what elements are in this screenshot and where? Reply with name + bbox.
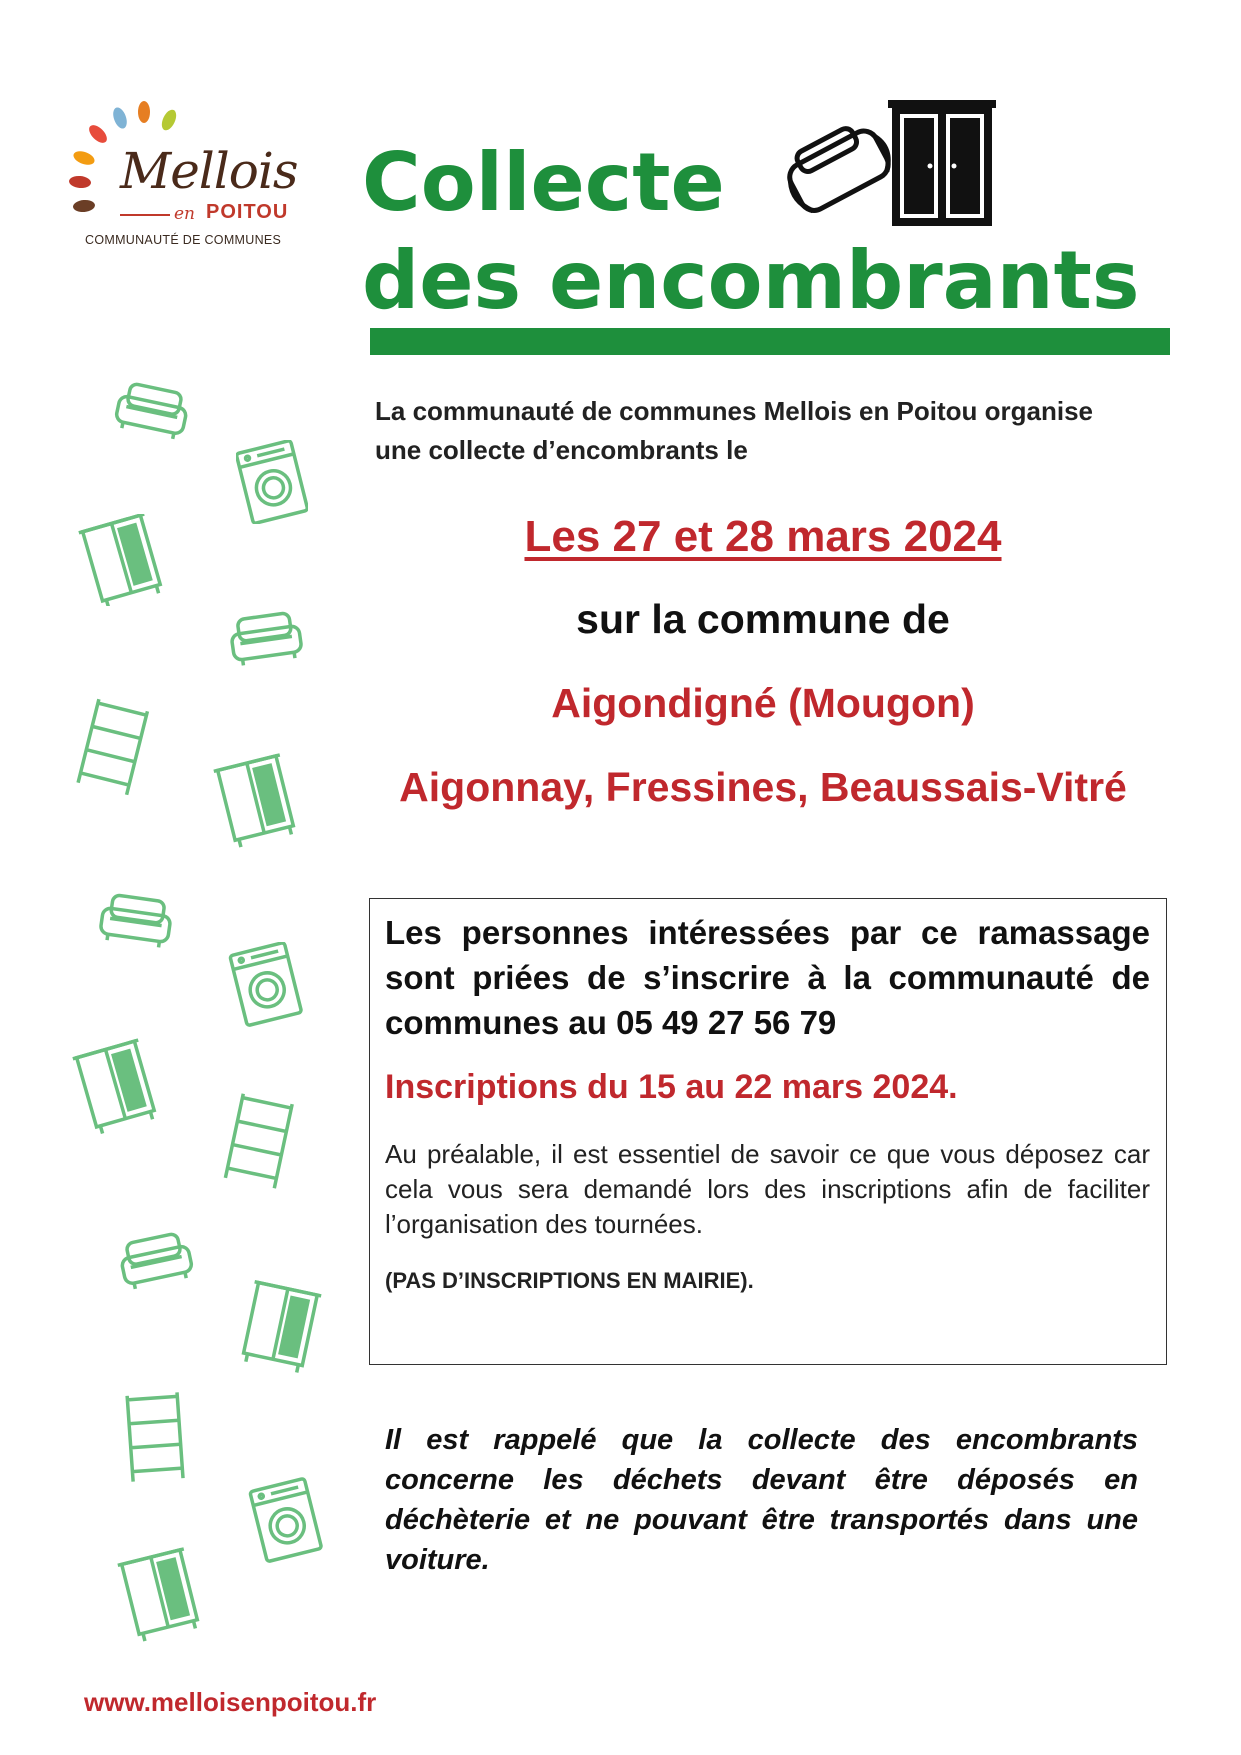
commune-primary: Aigondigné (Mougon) — [551, 680, 975, 726]
wardrobe-icon — [208, 752, 304, 848]
registration-instructions: Les personnes intéressées par ce ramassage sont priées de s’inscrire à la communauté de communes au 05 49 27 56 79 — [385, 914, 1150, 1041]
shelf-icon — [214, 1090, 304, 1190]
commune-secondary: Aigonnay, Fressines, Beaussais-Vitré — [399, 764, 1127, 810]
registration-dates: Inscriptions du 15 au 22 mars 2024. — [385, 1068, 958, 1106]
logo-tagline: COMMUNAUTÉ DE COMMUNES — [85, 233, 282, 247]
title-line-2: des encombrants — [362, 234, 1140, 327]
registration-mairie-note: (PAS D’INSCRIPTIONS EN MAIRIE). — [385, 1268, 754, 1293]
washing-machine-icon — [236, 440, 308, 524]
title-underline-bar — [370, 328, 1170, 355]
shelf-icon — [68, 696, 158, 796]
wardrobe-icon — [112, 1546, 208, 1642]
logo-rule — [120, 214, 170, 216]
washing-machine-icon — [228, 942, 304, 1028]
wardrobe-icon — [232, 1278, 328, 1374]
shelf-icon — [110, 1386, 200, 1486]
sofa-wardrobe-icon — [784, 98, 1004, 233]
wardrobe-icon — [68, 1038, 164, 1134]
intro-line-1: La communauté de communes Mellois en Poitou organise — [375, 396, 1094, 426]
registration-note: Au préalable, il est essentiel de savoir ce que vous déposez car cela vous sera demandé lors des inscriptions afin de faciliter l’organisation des tournées. — [385, 1139, 1150, 1239]
intro-line-2: une collecte d’encombrants le — [375, 435, 748, 465]
collection-date: Les 27 et 28 mars 2024 — [524, 512, 1002, 561]
sofa-icon — [116, 1228, 196, 1294]
logo-region: POITOU — [206, 201, 289, 223]
commune-label: sur la commune de — [576, 596, 950, 642]
title-line-1: Collecte — [362, 136, 725, 229]
logo-en: en — [174, 204, 196, 224]
logo-wordmark: Mellois — [120, 142, 298, 200]
washing-machine-icon — [248, 1476, 324, 1566]
intro-text — [375, 392, 1175, 470]
reminder-text: Il est rappelé que la collecte des encombrants concerne les déchets devant être déposés en déchèterie et ne pouvant être transportés dans une voiture. — [385, 1424, 1138, 1576]
logo — [62, 100, 302, 260]
website-link[interactable]: www.melloisenpoitou.fr — [84, 1687, 377, 1717]
sofa-icon — [112, 378, 192, 444]
sofa-icon — [96, 888, 176, 954]
wardrobe-icon — [74, 514, 170, 606]
sofa-icon — [226, 606, 306, 672]
